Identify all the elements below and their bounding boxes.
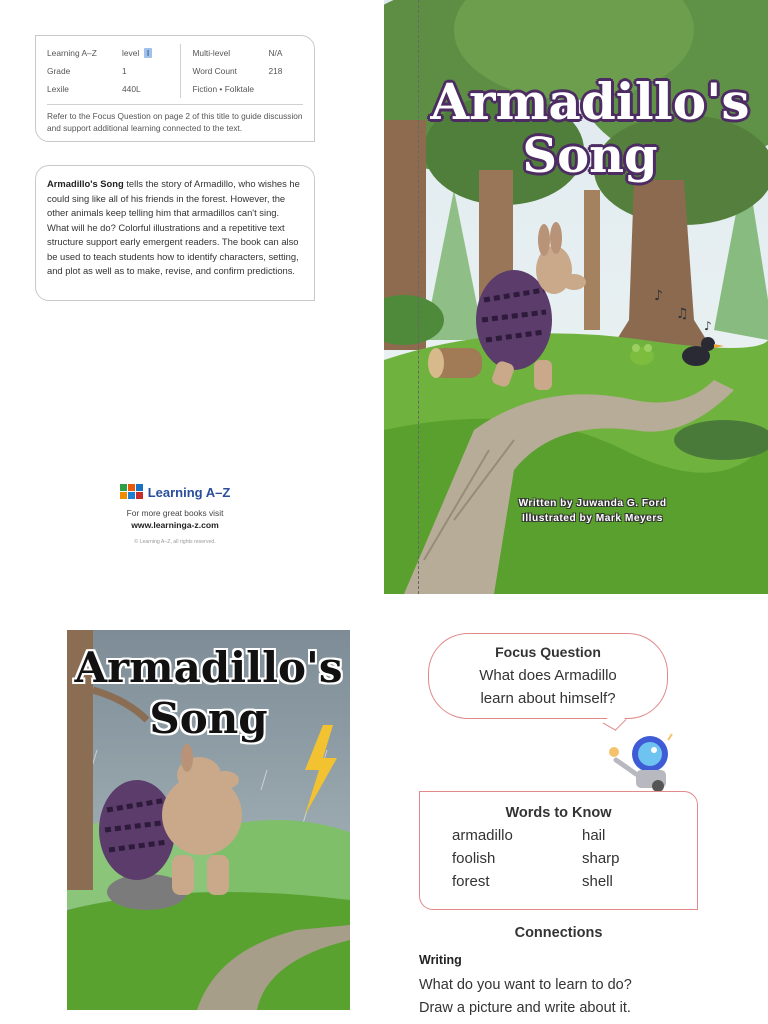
publisher-block — [70, 484, 280, 545]
info-row-lexile — [47, 80, 180, 98]
cover-title-line2: Song — [522, 128, 658, 184]
copyright-text: © Learning A–Z, all rights reserved. — [134, 539, 216, 545]
summary-text: tells the story of Armadillo, who wishes he could sing like all of his friends in the forest. However, the other animals keep telling him that armadillos can't sing. What will he do? Colorful illustrations and a repetitive text structure support early emergent readers. The book can also be used to teach students how to identify characters, setting, and plot as well as to make, revise, and confirm predictions. — [47, 178, 300, 276]
word-item: foolish — [452, 850, 496, 867]
svg-text:♪: ♪ — [704, 319, 712, 333]
info-row-grade — [47, 62, 180, 80]
word-item: shell — [582, 873, 613, 890]
book-summary-box — [35, 165, 315, 301]
connections-subtitle: Writing — [419, 953, 462, 967]
divider — [47, 104, 303, 105]
publisher-url-link[interactable]: www.learninga-z.com — [131, 520, 219, 530]
info-value: level — [122, 48, 140, 58]
focus-question-line1: What does Armadillo — [479, 667, 617, 684]
word-item: armadillo — [452, 827, 513, 844]
info-label: Grade — [47, 66, 71, 76]
info-row-multilevel — [192, 44, 303, 62]
publisher-logo[interactable] — [70, 484, 280, 500]
connections-title: Connections — [514, 925, 603, 941]
info-label: Multi-level — [192, 48, 231, 58]
svg-text:♪: ♪ — [654, 288, 663, 304]
info-value: 440L — [122, 84, 141, 94]
focus-question-bubble — [428, 633, 668, 719]
info-value: 1 — [122, 66, 127, 76]
focus-note: Refer to the Focus Question on page 2 of this title to guide discussion and support additional learning connected to the text. — [47, 111, 303, 133]
level-badge: I — [144, 48, 152, 58]
words-list — [452, 827, 697, 894]
author-credit: Written by Juwanda G. Ford — [518, 498, 667, 509]
info-label: Word Count — [192, 66, 237, 76]
small-cover-title-line1: Armadillo's — [74, 643, 343, 692]
word-item: forest — [452, 873, 490, 890]
book-info-box — [35, 35, 315, 142]
connections-text — [419, 974, 719, 1020]
focus-question-line2: learn about himself? — [480, 690, 616, 707]
words-to-know-box — [419, 791, 698, 910]
illustrator-credit: Illustrated by Mark Meyers — [522, 513, 663, 524]
focus-question-title: Focus Question — [495, 644, 601, 660]
info-row-genre — [192, 80, 303, 98]
info-value: 218 — [268, 66, 283, 76]
word-item: hail — [582, 827, 606, 844]
more-books-text: For more great books visit — [126, 508, 224, 518]
cover-title-line1: Armadillo's — [430, 72, 750, 131]
focus-question-text — [429, 664, 667, 710]
word-item: sharp — [582, 850, 620, 867]
info-value: N/A — [268, 48, 283, 58]
info-row-level — [47, 44, 180, 62]
info-label: Learning A–Z — [47, 48, 97, 58]
connections-line2: Draw a picture and write about it. — [419, 1000, 631, 1016]
genre-label: Fiction • Folktale — [192, 84, 255, 94]
info-label: Lexile — [47, 84, 69, 94]
words-to-know-title: Words to Know — [505, 805, 612, 821]
small-cover-title-line2: Song — [149, 694, 268, 743]
connections-line1: What do you want to learn to do? — [419, 977, 632, 993]
svg-text:♫: ♫ — [676, 306, 689, 322]
robot-mascot-icon — [606, 730, 678, 796]
laz-logo-icon — [120, 484, 144, 500]
summary-title: Armadillo's Song — [47, 178, 124, 189]
publisher-name: Learning A–Z — [147, 484, 231, 500]
info-left-column — [47, 44, 180, 98]
info-row-wordcount — [192, 62, 303, 80]
info-right-column — [180, 44, 303, 98]
